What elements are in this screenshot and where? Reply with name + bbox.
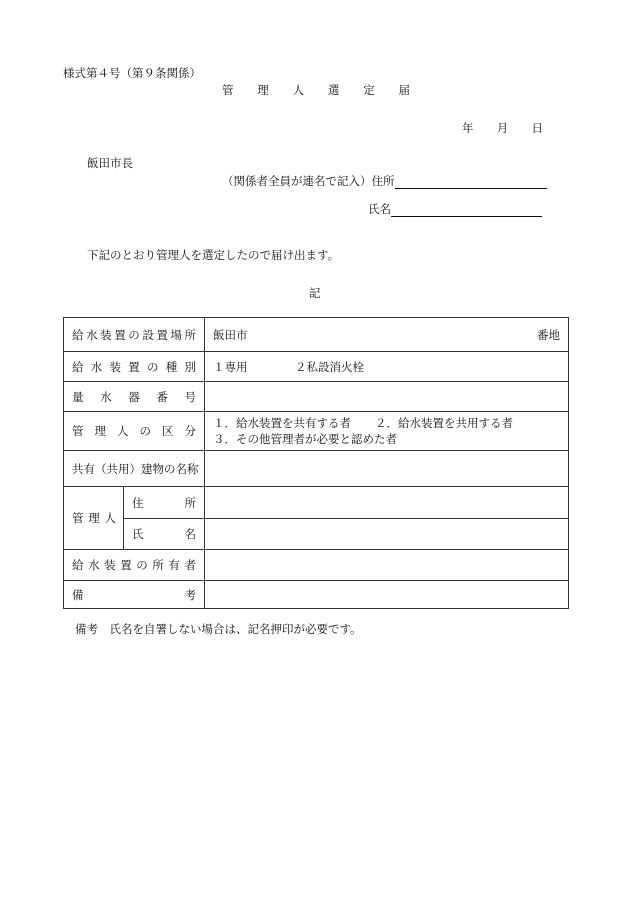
- location-value-cell[interactable]: [205, 318, 569, 352]
- applicant-address-line: [222, 173, 547, 189]
- document-title: [222, 82, 410, 98]
- owner-label: 給 水 装 置 の 所 有 者: [72, 558, 196, 572]
- table-row: [64, 451, 569, 487]
- manager-name-label-cell: [124, 519, 205, 550]
- manager-label: 管 理 人: [72, 511, 116, 525]
- type-option-2[interactable]: ２私設消火栓: [295, 359, 364, 374]
- remarks-label: 備 考: [72, 587, 196, 602]
- category-label: 管 理 人 の 区 分: [72, 424, 196, 438]
- table-row: [64, 487, 569, 519]
- meter-value-cell[interactable]: [205, 382, 569, 412]
- table-row: [64, 519, 569, 550]
- date-year: 年: [462, 121, 474, 135]
- category-option-1[interactable]: １．給水装置を共有する者: [213, 416, 351, 430]
- type-label-cell: [64, 352, 205, 382]
- title-char: 定: [363, 83, 375, 97]
- remarks-label-cell: [64, 581, 205, 609]
- type-option-1[interactable]: １専用: [213, 359, 248, 374]
- name-label: 氏名: [368, 202, 391, 216]
- applicant-name-line: [368, 201, 542, 217]
- building-label: 共有（共用）建物の名称: [72, 461, 199, 476]
- category-value-cell[interactable]: [205, 412, 569, 451]
- table-row: [64, 382, 569, 412]
- title-char: 管: [222, 83, 234, 97]
- manager-name-label: 氏 名: [132, 527, 196, 541]
- owner-label-cell: [64, 550, 205, 581]
- owner-value-cell[interactable]: [205, 550, 569, 581]
- manager-name-value-cell[interactable]: [205, 519, 569, 550]
- address-label: 住所: [371, 174, 395, 188]
- date-day: 日: [531, 121, 543, 135]
- remarks-value-cell[interactable]: [205, 581, 569, 609]
- table-row: [64, 550, 569, 581]
- table-row: [64, 412, 569, 451]
- title-char: 人: [292, 83, 305, 97]
- title-char: 理: [257, 83, 269, 97]
- ki-heading: 記: [309, 286, 321, 300]
- manager-label-cell: [64, 487, 124, 550]
- form-number: 様式第４号（第９条関係）: [63, 66, 201, 80]
- category-option-2[interactable]: ２．給水装置を共用する者: [375, 416, 513, 430]
- table-row: [64, 318, 569, 352]
- table-row: [64, 352, 569, 382]
- category-label-cell: [64, 412, 205, 451]
- category-option-3[interactable]: ３．その他管理者が必要と認めた者: [213, 432, 397, 446]
- location-suffix: 番地: [537, 327, 560, 342]
- table-row: [64, 581, 569, 609]
- location-label-cell: [64, 318, 205, 352]
- location-city: 飯田市: [213, 327, 248, 342]
- title-char: 届: [398, 83, 410, 97]
- addressee: 飯田市長: [87, 156, 133, 170]
- meter-label-cell: [64, 382, 205, 412]
- manager-address-label: 住 所: [132, 495, 196, 510]
- type-value-cell[interactable]: [205, 352, 569, 382]
- manager-address-label-cell: [124, 487, 205, 519]
- title-char: 選: [327, 83, 340, 97]
- date-month: 月: [496, 121, 509, 135]
- intro-text: 下記のとおり管理人を選定したので届け出ます。: [87, 248, 340, 262]
- name-field[interactable]: [391, 202, 542, 217]
- location-label: 給 水 装 置 の 設 置 場 所: [72, 327, 196, 342]
- footnote: 備考 氏名を自署しない場合は、記名押印が必要です。: [75, 622, 362, 636]
- manager-address-value-cell[interactable]: [205, 487, 569, 519]
- meter-label: 量 水 器 番 号: [72, 389, 196, 404]
- address-field[interactable]: [395, 174, 547, 189]
- date-line: [462, 120, 543, 136]
- type-label: 給 水 装 置 の 種 別: [72, 359, 196, 374]
- building-value-cell[interactable]: [205, 451, 569, 487]
- building-label-cell: [64, 451, 205, 487]
- joint-signature-note: （関係者全員が連名で記入）: [222, 174, 372, 188]
- notification-table: [63, 317, 569, 609]
